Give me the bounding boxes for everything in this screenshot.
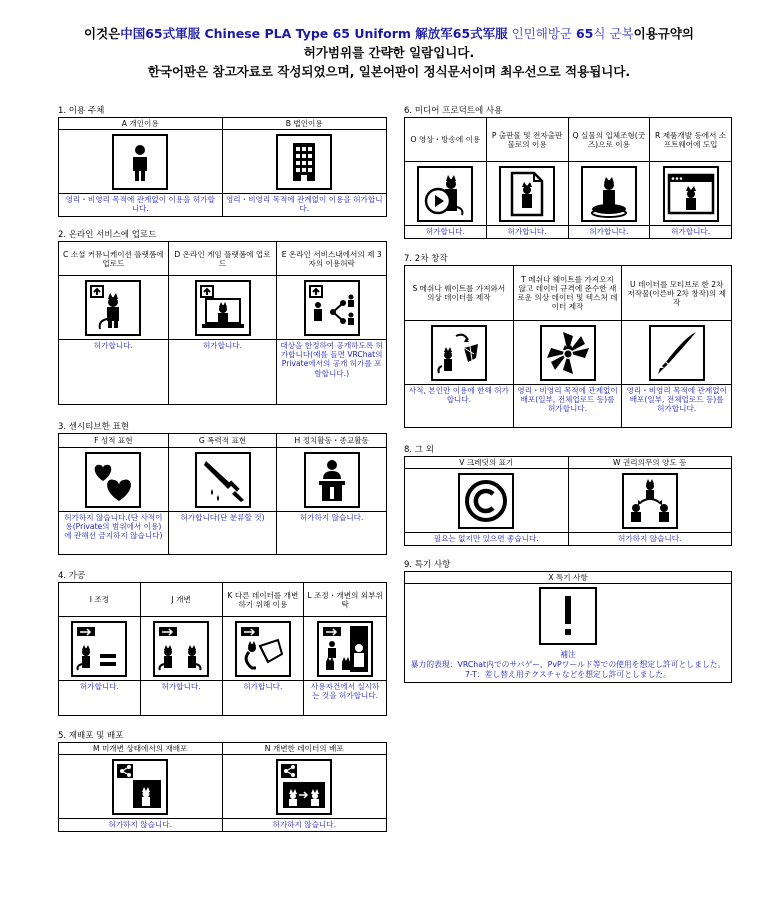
col-a: A 개인이용 영리・비영리 목적에 관계없이 이용을 허가합니다. xyxy=(59,118,223,216)
col-u: U 데이터를 모티브로 한 2차 저작물(이른바 2차 창작)의 제작 영리・비영리 목적에 관계없이 배포(일부, 전체업로드 등)를 허가합니다. xyxy=(622,266,732,427)
copyright-icon xyxy=(458,473,514,529)
col-r: R 제품개발 등에서 소프트웨어에 도입 허가합니다. xyxy=(650,118,732,238)
col-n: N 개변한 데이터의 배포 허가하지 않습니다. xyxy=(223,743,388,831)
section-usage-subject: 1. 이용 주체 A 개인이용 영리・비영리 목적에 관계없이 이용을 허가합니다. B 법인이용 영리・비영리 목적에 관계없이 이용을 허가합니다. xyxy=(58,105,387,217)
new-data-icon xyxy=(540,325,596,381)
software-icon xyxy=(663,166,719,222)
col-l: L 조정・개변의 외부위탁 사용자건에서 실시하는 것을 허가합니다. xyxy=(304,583,387,715)
section-derivative-works: 7. 2차 창작 S 메쉬나 웨이트를 가져와서 의상 데이터를 제작 사적, 본인만 이용에 한해 허가합니다. T 메쉬나 웨이트를 가져오지 않고 데이터 규격에 준수한 새로운 의상 데이터 및 텍스처 데이터 제작 영리・비영리 목적에 관계없이 배포(일부, 전체업로드 등)를 허가합니다. U 데이터를 모티브로 한 2차 저작물(이른바 2차 창작)의 제작 영리・비영리 목적에 관계없이 배포(일부, 전체업로드 등)를 허가합니다. xyxy=(404,253,732,428)
section-media-products: 6. 미디어 프로덕트에 사용 O 영상・방송에 이용 허가합니다. P 출판물 및 전자출판물로의 이용 허가합니다. Q 실물의 입체조형(굿즈)으로 이용 허가합니다. R 제품개발 등에서 소프트웨어에 도입 허가합니다. xyxy=(404,105,732,239)
adjust-icon xyxy=(71,621,127,677)
transfer-rights-icon xyxy=(622,473,678,529)
pen-icon xyxy=(649,325,705,381)
distribute-modified-icon xyxy=(276,759,332,815)
exclamation-icon xyxy=(539,587,597,645)
share-third-party-icon xyxy=(304,280,360,336)
section-sensitive: 3. 센시티브한 표현 F 성적 표현 허가하지 않습니다.(단 사적이용(Private의 범위에서 이용)에 관해선 금지하지 않습니다) G 폭력적 표현 허가합니다(단 분류할 것) H 정치활동・종교활동 허가하지 않습니다. xyxy=(58,421,387,555)
person-icon xyxy=(112,134,168,190)
video-icon xyxy=(417,166,473,222)
col-s: S 메쉬나 웨이트를 가져와서 의상 데이터를 제작 사적, 본인만 이용에 한해 허가합니다. xyxy=(405,266,514,427)
grid xyxy=(58,117,387,217)
col-d: D 온라인 게임 플랫폼에 업로드 허가합니다. xyxy=(169,242,278,404)
col-f: F 성적 표현 허가하지 않습니다.(단 사적이용(Private의 범위에서 이용)에 관해선 금지하지 않습니다) xyxy=(59,434,169,554)
header-line-2: 허가범위를 간략한 일람입니다. xyxy=(303,45,475,60)
social-upload-icon xyxy=(85,280,141,336)
col-g: G 폭력적 표현 허가합니다(단 분류할 것) xyxy=(169,434,278,554)
col-c: C 소셜 커뮤니케이션 플랫폼에 업로드 허가합니다. xyxy=(59,242,169,404)
col-w: W 권리의무의 양도 등 허가하지 않습니다. xyxy=(569,457,733,545)
col-h: H 정치활동・종교활동 허가하지 않습니다. xyxy=(277,434,387,554)
header-line-1: 이것은中国65式軍服 Chinese PLA Type 65 Uniform 解放军65式军服 인민해방군 65식 군복이용규약의 xyxy=(84,26,694,41)
col-q: Q 실물의 입체조형(굿즈)으로 이용 허가합니다. xyxy=(569,118,651,238)
document-header xyxy=(0,24,778,81)
knife-icon xyxy=(195,452,251,508)
podium-icon xyxy=(304,452,360,508)
section-redistribution: 5. 재배포 및 배포 M 미개변 상태에서의 재배포 허가하지 않습니다. N 개변한 데이터의 배포 허가하지 않습니다. xyxy=(58,730,387,832)
outsource-icon xyxy=(317,621,373,677)
section-other: 8. 그 외 V 크레딧의 표기 필요는 없지만 있으면 좋습니다. W 권리의무의 양도 등 허가하지 않습니다. xyxy=(404,444,732,546)
section-processing: 4. 가공 I 조정 허가합니다. J 개변 허가합니다. K 다른 데이터를 개변하기 위해 이용 허가합니다. L 조정・개변의 외부위탁 사용자건에서 실시하는 것을 허가합니다. xyxy=(58,570,387,716)
game-upload-icon xyxy=(195,280,251,336)
section-online-upload: 2. 온라인 서비스에 업로드 C 소셜 커뮤니케이션 플랫폼에 업로드 허가합니다. D 온라인 게임 플랫폼에 업로드 허가합니다. E 온라인 서비스내에서의 제 3자의 이용허락 대상을 한정하여 공개하도록 허가합니다(예를 들면 VRChat의 Private에서의 공개 허가를 포함합니다.) xyxy=(58,229,387,405)
mesh-transfer-icon xyxy=(431,325,487,381)
col-j: J 개변 허가합니다. xyxy=(141,583,223,715)
product-name: 中国65式軍服 Chinese PLA Type 65 Uniform 解放军65式军服 xyxy=(120,26,508,41)
col-k: K 다른 데이터를 개변하기 위해 이용 허가합니다. xyxy=(223,583,305,715)
col-x: X 특기 사항 補注 暴力的表現：VRChat内でのサバゲー、PvPワールド等での使用を想定し許可としました。 7-T：差し替え用テクスチャなどを想定し許可としました。 xyxy=(405,572,732,682)
col-o: O 영상・방송에 이용 허가합니다. xyxy=(405,118,487,238)
building-icon xyxy=(276,134,332,190)
col-v: V 크레딧의 표기 필요는 없지만 있으면 좋습니다. xyxy=(405,457,569,545)
col-b: B 법인이용 영리・비영리 목적에 관계없이 이용을 허가합니다. xyxy=(223,118,388,216)
col-t: T 메쉬나 웨이트를 가져오지 않고 데이터 규격에 준수한 새로운 의상 데이터 및 텍스처 데이터 제작 영리・비영리 목적에 관계없이 배포(일부, 전체업로드 등)를 허가합니다. xyxy=(514,266,623,427)
section-special-notes: 9. 특기 사항 X 특기 사항 補注 暴力的表現：VRChat内でのサバゲー、PvPワールド等での使用を想定し許可としました。 7-T：差し替え用テクスチャなどを想定し許可としました。 xyxy=(404,559,732,683)
col-e: E 온라인 서비스내에서의 제 3자의 이용허락 대상을 한정하여 공개하도록 허가합니다(예를 들면 VRChat의 Private에서의 공개 허가를 포함합니다.) xyxy=(277,242,387,404)
redistribute-icon xyxy=(112,759,168,815)
modify-icon xyxy=(153,621,209,677)
col-p: P 출판물 및 전자출판물로의 이용 허가합니다. xyxy=(487,118,569,238)
special-note: 補注 暴力的表現：VRChat内でのサバゲー、PvPワールド等での使用を想定し許可としました。 7-T：差し替え用テクスチャなどを想定し許可としました。 xyxy=(410,650,726,679)
col-m: M 미개변 상태에서의 재배포 허가하지 않습니다. xyxy=(59,743,223,831)
hearts-icon xyxy=(85,452,141,508)
figure-icon xyxy=(581,166,637,222)
use-for-other-icon xyxy=(235,621,291,677)
col-i: I 조정 허가합니다. xyxy=(59,583,141,715)
publication-icon xyxy=(499,166,555,222)
header-line-3: 한국어판은 참고자료로 작성되었으며, 일본어판이 정식문서이며 최우선으로 적용됩니다. xyxy=(147,64,631,79)
